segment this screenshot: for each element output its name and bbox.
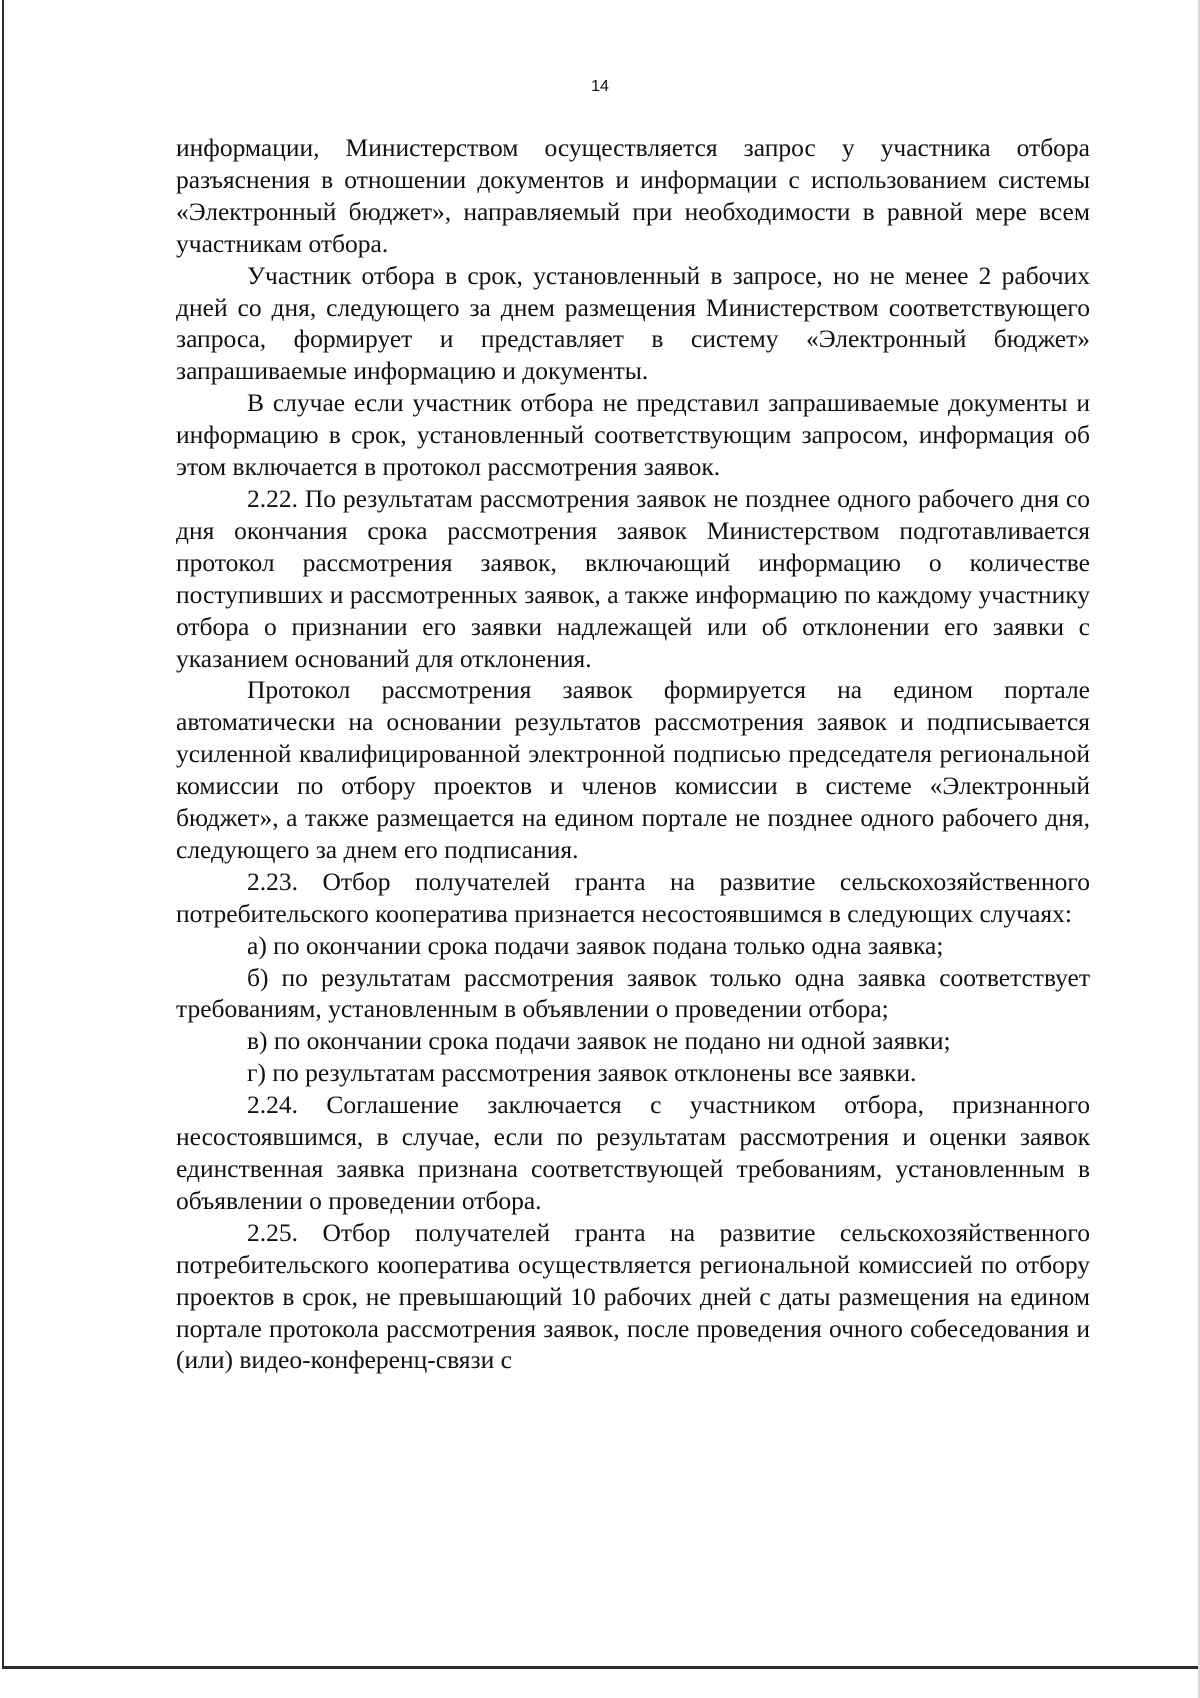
- document-body: [176, 132, 1090, 1376]
- paragraph-clause-2-25: 2.25. Отбор получателей гранта на развитие сельскохозяйственного потребительского кооператива осуществляется региональной комиссией по отбору проектов в срок, не превышающий 10 рабочих дней с даты размещения на едином портале протокола рассмотрения заявок, после проведения очного собеседования и (или) видео-конференц-связи с: [176, 1217, 1090, 1375]
- paragraph: Участник отбора в срок, установленный в запросе, но не менее 2 рабочих дней со дня, следующего за днем размещения Министерством соответствующего запроса, формирует и представляет в систему «Электронный бюджет» запрашиваемые информацию и документы.: [176, 260, 1090, 386]
- list-item-a: а) по окончании срока подачи заявок подана только одна заявка;: [247, 930, 944, 960]
- paragraph: Протокол рассмотрения заявок формируется на едином портале автоматически на основании результатов рассмотрения заявок и подписывается усиленной квалифицированной электронной подписью председателя региональной комиссии по отбору проектов и членов комиссии в системе «Электронный бюджет», а также размещается на едином портале не позднее одного рабочего дня, следующего за днем его подписания.: [176, 675, 1090, 864]
- scan-border-bottom: [2, 1666, 1200, 1669]
- list-item-v: в) по окончании срока подачи заявок не подано ни одной заявки;: [247, 1026, 951, 1056]
- page-number: 14: [591, 78, 609, 95]
- paragraph-clause-2-22: 2.22. По результатам рассмотрения заявок не позднее одного рабочего дня со дня окончания срока рассмотрения заявок Министерством подготавливается протокол рассмотрения заявок, включающий информацию о количестве поступивших и рассмотренных заявок, а также информацию по каждому участнику отбора о признании его заявки надлежащей или об отклонении его заявки с указанием оснований для отклонения.: [176, 483, 1090, 673]
- scan-border-left: [2, 0, 4, 1668]
- paragraph-continuation: информации, Министерством осуществляется запрос у участника отбора разъяснения в отношении документов и информации с использованием системы «Электронный бюджет», направляемый при необходимости в равной мере всем участникам отбора.: [176, 133, 1090, 258]
- list-item-b: б) по результатам рассмотрения заявок только одна заявка соответствует требованиям, установленным в объявлении о проведении отбора;: [176, 962, 1090, 1024]
- paragraph: В случае если участник отбора не представил запрашиваемые документы и информацию в срок, установленный соответствующим запросом, информация об этом включается в протокол рассмотрения заявок.: [176, 388, 1090, 482]
- paragraph-clause-2-23: 2.23. Отбор получателей гранта на развитие сельскохозяйственного потребительского кооператива признается несостоявшимся в следующих случаях:: [176, 866, 1090, 928]
- list-item-g: г) по результатам рассмотрения заявок отклонены все заявки.: [247, 1058, 917, 1088]
- paragraph-clause-2-24: 2.24. Соглашение заключается с участником отбора, признанного несостоявшимся, в случае, если по результатам рассмотрения и оценки заявок единственная заявка признана соответствующей требованиям, установленным в объявлении о проведении отбора.: [176, 1090, 1090, 1215]
